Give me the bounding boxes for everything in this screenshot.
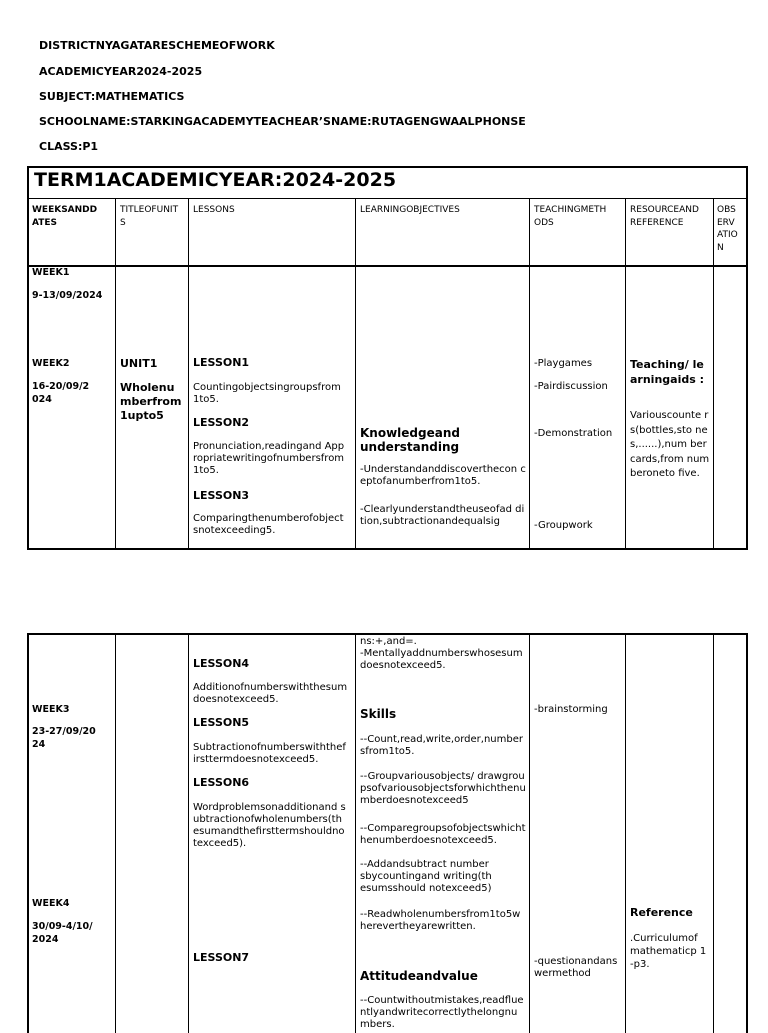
week4-label: WEEK4 [32, 898, 70, 909]
col-resource-reference: RESOURCEAND REFERENCE [630, 205, 699, 228]
skill-3: --Comparegroupsofobjectswhichthenumberdoesnotexceed5. [360, 823, 526, 846]
knowledge-heading: Knowledgeand understanding [360, 426, 460, 454]
week2-dates: 16-20/09/2024 [32, 381, 90, 405]
lesson2-heading: LESSON2 [193, 416, 250, 429]
method-pair-discussion: -Pairdiscussion [534, 381, 608, 392]
reference-text: .Curriculumof mathematicp 1-p3. [630, 933, 707, 970]
lesson6-heading: LESSON6 [193, 776, 250, 789]
method-brainstorming: -brainstorming [534, 704, 608, 715]
week1-label: WEEK1 [32, 267, 70, 278]
skill-1: --Count,read,write,order,numbersfrom1to5. [360, 734, 523, 757]
col-learning-objectives: LEARNINGOBJECTIVES [360, 205, 460, 215]
week3-dates: 23-27/09/2024 [32, 726, 96, 750]
school-name: SCHOOLNAME:STARKINGACADEMYTEACHEAR’SNAME:RUTAGENGWAALPHONSE [39, 115, 526, 128]
lesson2-text: Pronunciation,readingand Appropriatewritingofnumbersfrom1to5. [193, 441, 345, 476]
col-teaching-methods: TEACHINGMETH ODS [534, 205, 607, 228]
lesson3-text: Comparingthenumberofobjectsnotexceeding5. [193, 513, 344, 536]
objective-cont: ns:+,and=. [360, 636, 417, 647]
class: CLASS:P1 [39, 140, 99, 153]
skills-heading: Skills [360, 707, 397, 721]
teaching-aids-heading: Teaching/ learningaids : [630, 358, 704, 386]
lesson1-text: Countingobjectsingroupsfrom1to5. [193, 382, 341, 405]
reference-heading: Reference [630, 906, 693, 919]
week2-label: WEEK2 [32, 358, 70, 369]
lesson7-heading: LESSON7 [193, 951, 250, 964]
objective-1: -Understandanddiscoverthecon ceptofanumberfrom1to5. [360, 464, 526, 487]
term1-table [27, 166, 748, 550]
week3-label: WEEK3 [32, 704, 70, 715]
unit1-label: UNIT1 [120, 357, 158, 370]
teaching-aids-text: Variouscounte rs(bottles,sto nes,......),num bercards,from numberoneto five. [630, 410, 710, 479]
skill-2: --Groupvariousobjects/ drawgroupsofvariousobjectsforwhichthenumberdoesnotexceed5 [360, 771, 526, 806]
term1-table-continued [27, 633, 748, 1033]
lesson4-heading: LESSON4 [193, 657, 250, 670]
method-question-answer: -questionandanswermethod [534, 956, 618, 979]
lesson5-heading: LESSON5 [193, 716, 250, 729]
academic-year: ACADEMICYEAR2024-2025 [39, 65, 203, 78]
skill-5: --Readwholenumbersfrom1to5wherevertheyarewritten. [360, 909, 521, 932]
week4-dates: 30/09-4/10/2024 [32, 921, 93, 945]
lesson4-text: Additionofnumberswiththesumdoesnotexceed5. [193, 682, 348, 705]
col-lessons: LESSONS [193, 205, 235, 215]
week1-dates: 9-13/09/2024 [32, 290, 103, 301]
col-weeks: WEEKSANDD ATES [32, 205, 98, 228]
method-demonstration: -Demonstration [534, 428, 613, 439]
objective-2: -Clearlyunderstandtheuseofad dition,subtractionandequalsig [360, 504, 525, 527]
lesson5-text: Subtractionofnumberswiththefirsttermdoesnotexceed5. [193, 742, 346, 765]
col-title-of-units: TITLEOFUNIT S [120, 205, 179, 228]
unit1-title: Wholenu mberfrom 1upto5 [120, 381, 182, 422]
lesson6-text: Wordproblemsonadditionand subtractionofwholenumbers(thesumandthefirsttermshouldnotexceed5). [193, 802, 346, 849]
term-title: TERM1ACADEMICYEAR:2024-2025 [34, 169, 397, 191]
skill-4: --Addandsubtract numbersbycountingand writing(thesumsshould notexceed5) [360, 859, 492, 894]
col-observation: OBS ERV ATIO N [717, 205, 738, 253]
objective-add: -Mentallyaddnumberswhosesumdoesnotexceed5. [360, 648, 523, 671]
subject: SUBJECT:MATHEMATICS [39, 90, 185, 103]
district-title: DISTRICTNYAGATARESCHEMEOFWORK [39, 39, 275, 52]
lesson3-heading: LESSON3 [193, 489, 250, 502]
attitude-1: --Countwithoutmistakes,readfluentlyandwritecorrectlythelongnumbers. [360, 995, 524, 1030]
lesson1-heading: LESSON1 [193, 356, 250, 369]
method-group-work: -Groupwork [534, 520, 593, 531]
method-play-games: -Playgames [534, 358, 593, 369]
attitude-heading: Attitudeandvalue [360, 969, 478, 983]
